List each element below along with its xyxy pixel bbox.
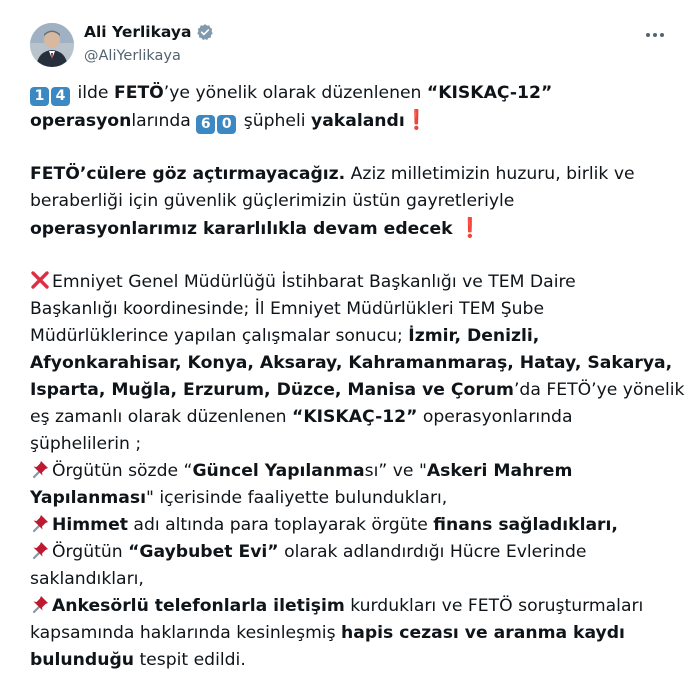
tweet-line [30, 539, 670, 566]
text-bold: Yapılanması [30, 488, 147, 508]
text-bold: finans sağladıkları, [433, 515, 618, 535]
keycap-icon: 0 [217, 115, 236, 134]
tweet-line [30, 107, 670, 134]
keycap-icon: 1 [30, 87, 49, 106]
exclamation-icon: ❗ [404, 109, 429, 131]
text-span: Örgütün sözde “ [52, 461, 193, 481]
text-bold: hapis cezası ve aranma kaydı [341, 623, 625, 643]
tweet-line [30, 512, 670, 539]
tweet-line [30, 80, 670, 107]
tweet-line [30, 404, 670, 431]
text-span: ’ye yönelik olarak düzenlenen [163, 83, 427, 103]
text-span: tespit edildi. [133, 650, 246, 670]
tweet-line: beraberliği için güvenlik güçlerimizin üstün gayretleriyle [30, 191, 515, 211]
text-span: larında [131, 111, 197, 131]
tweet-line [30, 620, 670, 647]
text-bold: Askeri Mahrem [426, 461, 573, 481]
pushpin-icon [30, 513, 50, 533]
tweet-line [30, 485, 670, 512]
author-name[interactable]: Ali Yerlikaya [84, 23, 192, 41]
text-span: ilde [72, 83, 114, 103]
text-span: şüpheli [238, 111, 311, 131]
tweet-line [30, 647, 670, 674]
verified-badge-icon [196, 23, 214, 41]
tweet-line [30, 269, 670, 296]
text-span: Örgütün [52, 542, 129, 562]
text-bold: Afyonkarahisar, Konya, Aksaray, Kahramanmaraş, Hatay, Sakarya, [30, 353, 673, 373]
text-bold: bulunduğu [30, 650, 134, 670]
text-span: Aziz milletimizin huzuru, birlik ve [345, 164, 635, 184]
text-bold: FETÖ’cülere göz açtırmayacağız. [30, 164, 346, 184]
tweet-line [30, 161, 670, 188]
text-span: kapsamında haklarında kesinleşmiş [30, 623, 342, 643]
pushpin-icon [30, 594, 50, 614]
keycap-icon: 6 [196, 115, 215, 134]
pushpin-icon [30, 540, 50, 560]
text-span: adı altında para toplayarak örgüte [127, 515, 434, 535]
tweet-line [30, 593, 670, 620]
text-bold: Güncel Yapılanma [192, 461, 365, 481]
tweet-line: saklandıkları, [30, 569, 144, 589]
tweet-line: şüphelilerin ; [30, 434, 142, 454]
author-row [84, 23, 214, 41]
text-bold: FETÖ [113, 83, 164, 103]
text-bold: Himmet [52, 515, 128, 535]
tweet-line [30, 323, 670, 350]
text-bold: İzmir, Denizli, [408, 326, 540, 346]
text-span: ’da FETÖ’ye yönelik [513, 380, 685, 400]
author-handle[interactable]: @AliYerlikaya [84, 48, 181, 64]
text-bold: Isparta, Muğla, Erzurum, Düzce, Manisa ve Çorum [30, 380, 514, 400]
text-span: kurdukları ve FETÖ soruşturmaları [344, 596, 644, 616]
tweet-line [30, 377, 685, 404]
text-span: olarak adlandırdığı Hücre Evlerinde [278, 542, 587, 562]
text-bold: “KISKAÇ-12” [426, 83, 553, 103]
text-bold: “Gaybubet Evi” [128, 542, 279, 562]
tweet-line [30, 458, 670, 485]
more-dots-icon[interactable] [642, 24, 668, 46]
text-bold: operasyonlarımız kararlılıkla devam edecek [30, 219, 453, 239]
pushpin-icon [30, 459, 50, 479]
keycap-icon: 4 [51, 87, 70, 106]
cross-mark-icon [30, 270, 50, 290]
tweet-line: Başkanlığı koordinesinde; İl Emniyet Müdürlükleri TEM Şube [30, 299, 545, 319]
tweet-text [30, 80, 685, 674]
avatar-image [30, 23, 74, 67]
text-bold: “KISKAÇ-12” [292, 407, 418, 427]
text-span: eş zamanlı olarak düzenlenen [30, 407, 293, 427]
text-span: sı” ve " [364, 461, 427, 481]
text-span: Müdürlüklerince yapılan çalışmalar sonucu; [30, 326, 409, 346]
text-span: Emniyet Genel Müdürlüğü İstihbarat Başkanlığı ve TEM Daire [52, 272, 576, 292]
text-bold: yakalandı [310, 111, 405, 131]
tweet-line [30, 215, 670, 242]
avatar[interactable] [30, 23, 74, 67]
text-span: operasyonlarında [417, 407, 573, 427]
exclamation-icon: ❗ [458, 217, 482, 239]
tweet-line [30, 350, 673, 377]
text-bold: operasyon [30, 111, 132, 131]
text-bold: Ankesörlü telefonlarla iletişim [52, 596, 345, 616]
text-span: " içerisinde faaliyette bulundukları, [146, 488, 448, 508]
